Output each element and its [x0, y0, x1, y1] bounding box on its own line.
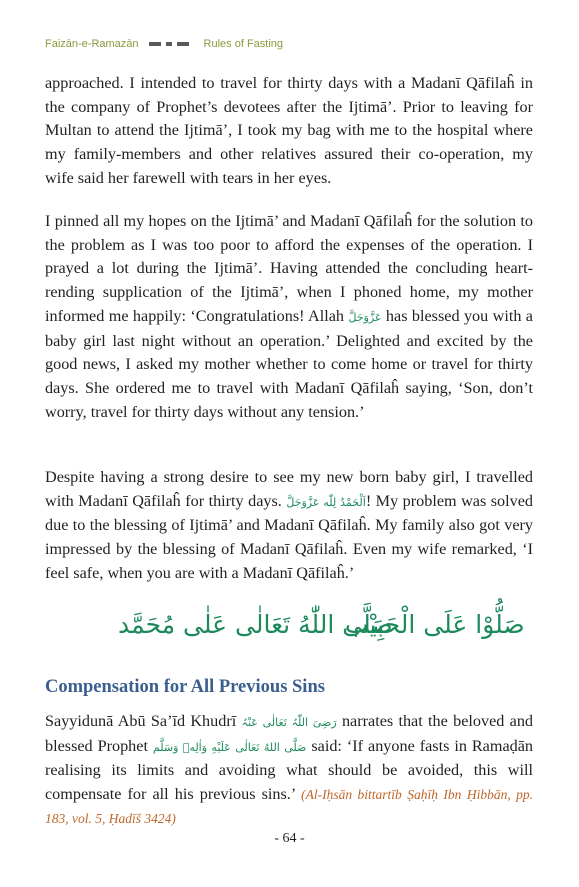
section-heading: Compensation for All Previous Sins: [45, 677, 325, 697]
paragraph-2-text-a: I pinned all my hopes on the Ijtimā’ and Madanī Qāfilaĥ for the solution to the problem as I was too poor to afford the expenses of the operation. I prayed a lot during the Ijtimā’. Having attended the concluding heart-rending supplication of the Ijtimā’, when I phoned home, my mother informed me happily: ‘Congratulations! Allah: [45, 212, 533, 325]
separator-dash: [149, 42, 161, 46]
running-header: [45, 38, 283, 50]
arabic-invocation: صَلَّى اللهُ تَعَالٰى عَلَيْهِ وَاٰلِهٖ وَسَلَّم: [152, 740, 307, 754]
arabic-invocation: اَلْحَمْدُ لِلّٰه عَزَّوَجَلَّ: [286, 495, 366, 509]
hadith-reference: (Al-Iḥsān bittartīb Ṣaḥīḥ Ibn Ḥibbān, pp. 183, vol. 5, Ḥadīš 3424): [45, 787, 533, 826]
separator-dash: [166, 42, 172, 46]
arabic-invocation: عَزَّوَجَلَّ: [348, 310, 382, 324]
separator-dash: [177, 42, 189, 46]
paragraph-2-text-b: has blessed you with a baby girl last night without an operation.’ Delighted and excited by the good news, I asked my mother whether to come home or travel for thirty days. She ordered me to travel with Madanī Qāfilaĥ saying, ‘Son, don’t worry, travel for thirty days without any tension.’: [45, 306, 533, 421]
paragraph-2: [45, 210, 533, 424]
paragraph-1: approached. I intended to travel for thirty days with a Madanī Qāfilaĥ in the company of Prophet’s devotees after the Ijtimā’. Prior to leaving for Multan to attend the Ijtimā’, I took my bag with me to the hospital where my family-members and other relatives assured their co-operation, my wife said her farewell with tears in her eyes.: [45, 74, 533, 187]
paragraph-4-text-a: narrates that the beloved and blessed Prophet: [45, 712, 534, 755]
paragraph-3: [45, 466, 533, 586]
paragraph-3-text-a: Despite having a strong desire to see my new born baby girl, I travelled with Madanī Qāfilaĥ for thirty days.: [45, 468, 533, 510]
book-title: Faizān-e-Ramazān: [45, 38, 139, 50]
header-separator: [149, 42, 194, 46]
paragraph-4-name: Sayyidunā Abū Sa’īd Khudrī: [45, 712, 242, 730]
durood-left: صَلُّوْا عَلَى الْحَبِيْب: [345, 610, 525, 639]
arabic-invocation: رَضِیَ اللّٰہُ تَعَالٰی عَنْہُ: [241, 716, 337, 729]
chapter-title: Rules of Fasting: [203, 38, 284, 50]
paragraph-4: [45, 710, 533, 831]
durood-right: صَلَّى اللّٰهُ تَعَالٰى عَلٰى مُحَمَّد: [118, 610, 393, 639]
paragraph-4-text-b: said: ‘If anyone fasts in Ramaḍān realising its limits and avoiding what should be avoided, this will compensate for all his previous sins.’: [45, 736, 533, 804]
paragraph-3-text-b: ! My problem was solved due to the blessing of Ijtimā’ and Madanī Qāfilaĥ. My family also got very impressed by the blessing of Madanī Qāfilaĥ. Even my wife remarked, ‘I feel safe, when you are with a Madanī Qāfilaĥ.’: [45, 491, 533, 582]
page-number: - 64 -: [274, 831, 305, 846]
